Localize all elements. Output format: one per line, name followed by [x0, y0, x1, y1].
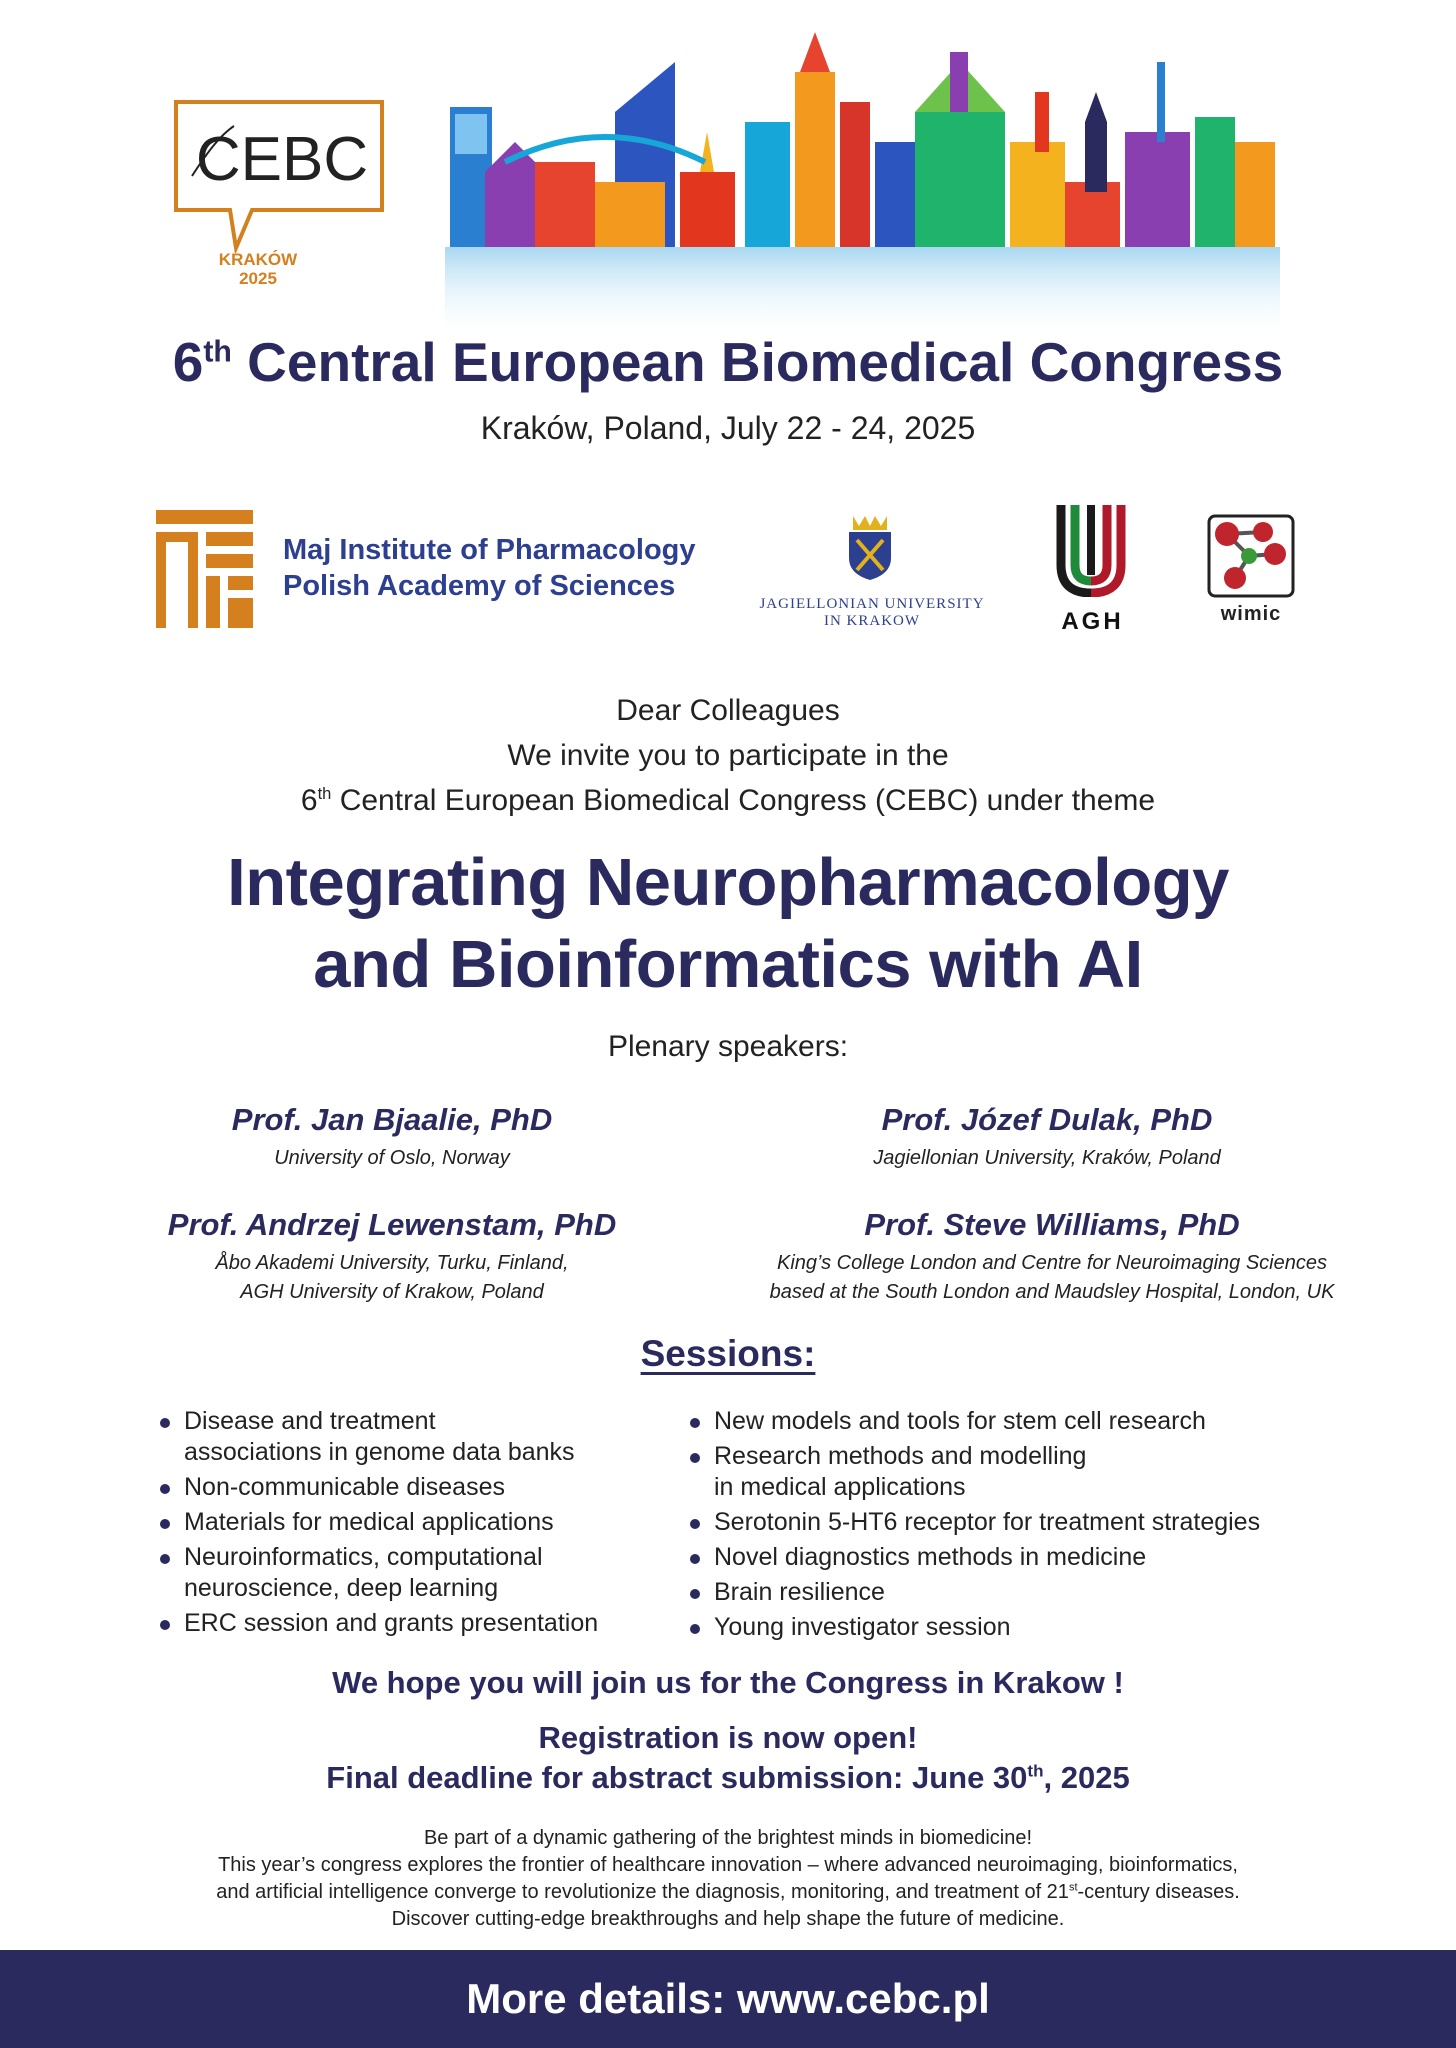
session-item — [158, 1608, 628, 1639]
wimic-molecule-icon — [1205, 512, 1297, 600]
speaker-card — [92, 1205, 692, 1307]
jagiellonian-crest-icon — [845, 512, 895, 582]
maj-institute-line2: Polish Academy of Sciences — [283, 570, 676, 602]
session-item-line1: Brain resilience — [714, 1578, 885, 1606]
session-item — [688, 1441, 1328, 1503]
session-item-line1: Serotonin 5-HT6 receptor for treatment strategies — [714, 1508, 1261, 1536]
cebc-year: 2025 — [239, 269, 277, 288]
speaker-name: Prof. Józef Dulak, PhD — [881, 1102, 1213, 1137]
invitation-ordinal: 6 — [300, 784, 318, 817]
session-item-line2: associations in genome data banks — [184, 1438, 575, 1466]
registration-open: Registration is now open! — [538, 1720, 918, 1755]
jagiellonian-university-name — [752, 596, 992, 630]
speaker-affiliation-line2: AGH University of Krakow, Poland — [240, 1281, 544, 1303]
description-line3 — [0, 1879, 1456, 1906]
session-item-line1: Research methods and modelling — [714, 1442, 1087, 1470]
description-line4: Discover cutting-edge breakthroughs and help shape the future of medicine. — [391, 1908, 1065, 1930]
speaker-name: Prof. Andrzej Lewenstam, PhD — [167, 1207, 617, 1242]
speaker-affiliation — [747, 1249, 1357, 1307]
congress-description — [0, 1825, 1456, 1933]
speaker-affiliation-line1: Åbo Akademi University, Turku, Finland, — [215, 1252, 569, 1274]
description-line3-end: -century diseases. — [1077, 1881, 1240, 1903]
session-item — [158, 1507, 628, 1538]
description-line3-text: and artificial intelligence converge to revolutionize the diagnosis, monitoring, and treatment of 21 — [216, 1881, 1069, 1903]
session-item-line1: Neuroinformatics, computational — [184, 1543, 543, 1571]
cebc-logo-text: CEBC — [195, 125, 369, 194]
theme-line1: Integrating Neuropharmacology — [227, 845, 1229, 920]
maj-institute-name — [283, 532, 696, 604]
invitation-greeting: Dear Colleagues — [616, 694, 840, 727]
speaker-name: Prof. Steve Williams, PhD — [864, 1207, 1240, 1242]
session-item — [688, 1406, 1328, 1437]
plenary-speakers-heading: Plenary speakers: — [607, 1030, 849, 1063]
speaker-affiliation — [92, 1249, 692, 1307]
wimic-name: wimic — [1220, 603, 1282, 625]
session-item-line1: Materials for medical applications — [184, 1508, 554, 1536]
session-item — [158, 1542, 628, 1604]
session-item — [158, 1406, 628, 1468]
session-item — [158, 1472, 628, 1503]
theme-line2: and Bioinformatics with AI — [313, 927, 1143, 1002]
session-item-line1: Disease and treatment — [184, 1407, 436, 1435]
session-item-line1: New models and tools for stem cell research — [714, 1407, 1206, 1435]
speaker-name: Prof. Jan Bjaalie, PhD — [231, 1102, 553, 1137]
congress-title — [0, 330, 1456, 394]
maj-institute-logo — [156, 510, 253, 628]
session-item — [688, 1542, 1328, 1573]
description-line2: This year’s congress explores the frontier of healthcare innovation – where advanced neuroimaging, bioinformatics, — [218, 1854, 1238, 1876]
speaker-card — [747, 1100, 1347, 1173]
krakow-skyline-illustration — [445, 22, 1280, 340]
cebc-city-name: KRAKÓW — [218, 250, 298, 269]
invitation-line2: We invite you to participate in the — [507, 739, 949, 772]
cebc-logo — [170, 98, 388, 253]
uj-line1: JAGIELLONIAN UNIVERSITY — [759, 596, 985, 612]
deadline-text: Final deadline for abstract submission: June 30 — [326, 1760, 1028, 1795]
agh-name: AGH — [1061, 608, 1124, 635]
agh-logo-icon — [1055, 505, 1127, 597]
description-line1: Be part of a dynamic gathering of the brightest minds in biomedicine! — [423, 1827, 1033, 1849]
registration-info — [0, 1718, 1456, 1798]
congress-theme — [0, 842, 1456, 1006]
session-item — [688, 1577, 1328, 1608]
footer-banner — [0, 1950, 1456, 2048]
title-ordinal: 6 — [172, 331, 204, 393]
sessions-list-right — [688, 1406, 1328, 1647]
congress-date-location: Kraków, Poland, July 22 - 24, 2025 — [480, 410, 976, 446]
session-item-line1: Novel diagnostics methods in medicine — [714, 1543, 1147, 1571]
speaker-affiliation: University of Oslo, Norway — [274, 1147, 510, 1169]
sessions-heading-text: Sessions: — [640, 1333, 816, 1374]
more-details-link[interactable]: More details: www.cebc.pl — [466, 1975, 990, 2022]
speaker-affiliation-line2: based at the South London and Maudsley Hospital, London, UK — [769, 1281, 1335, 1303]
title-text: Central European Biomedical Congress — [231, 331, 1284, 393]
description-ordinal-suffix: st — [1068, 1881, 1078, 1894]
session-item-line1: Non-communicable diseases — [184, 1473, 505, 1501]
session-item-line2: in medical applications — [714, 1473, 966, 1501]
abstract-deadline — [0, 1758, 1456, 1798]
invitation-line3-text: Central European Biomedical Congress (CEBC) under theme — [331, 784, 1156, 817]
join-us-message: We hope you will join us for the Congress in Krakow ! — [332, 1665, 1124, 1700]
session-item — [688, 1507, 1328, 1538]
session-item — [688, 1612, 1328, 1643]
speaker-card — [747, 1205, 1357, 1307]
speaker-affiliation: Jagiellonian University, Kraków, Poland — [873, 1147, 1221, 1169]
deadline-year: , 2025 — [1043, 1760, 1130, 1795]
uj-line2: IN KRAKOW — [823, 613, 921, 629]
session-item-line2: neuroscience, deep learning — [184, 1574, 499, 1602]
speaker-card — [92, 1100, 692, 1173]
deadline-ordinal-suffix: th — [1027, 1761, 1044, 1781]
speaker-affiliation-line1: King’s College London and Centre for Neuroimaging Sciences — [777, 1252, 1327, 1274]
invitation-line3 — [0, 778, 1456, 823]
session-item-line1: ERC session and grants presentation — [184, 1609, 599, 1637]
cebc-logo-city — [170, 250, 346, 288]
sessions-heading — [0, 1333, 1456, 1375]
invitation-text — [0, 688, 1456, 823]
maj-institute-line1: Maj Institute of Pharmacology — [283, 534, 696, 566]
invitation-ordinal-suffix: th — [317, 785, 332, 803]
title-ordinal-suffix: th — [203, 335, 232, 369]
sessions-list-left — [158, 1406, 628, 1643]
session-item-line1: Young investigator session — [714, 1613, 1011, 1641]
